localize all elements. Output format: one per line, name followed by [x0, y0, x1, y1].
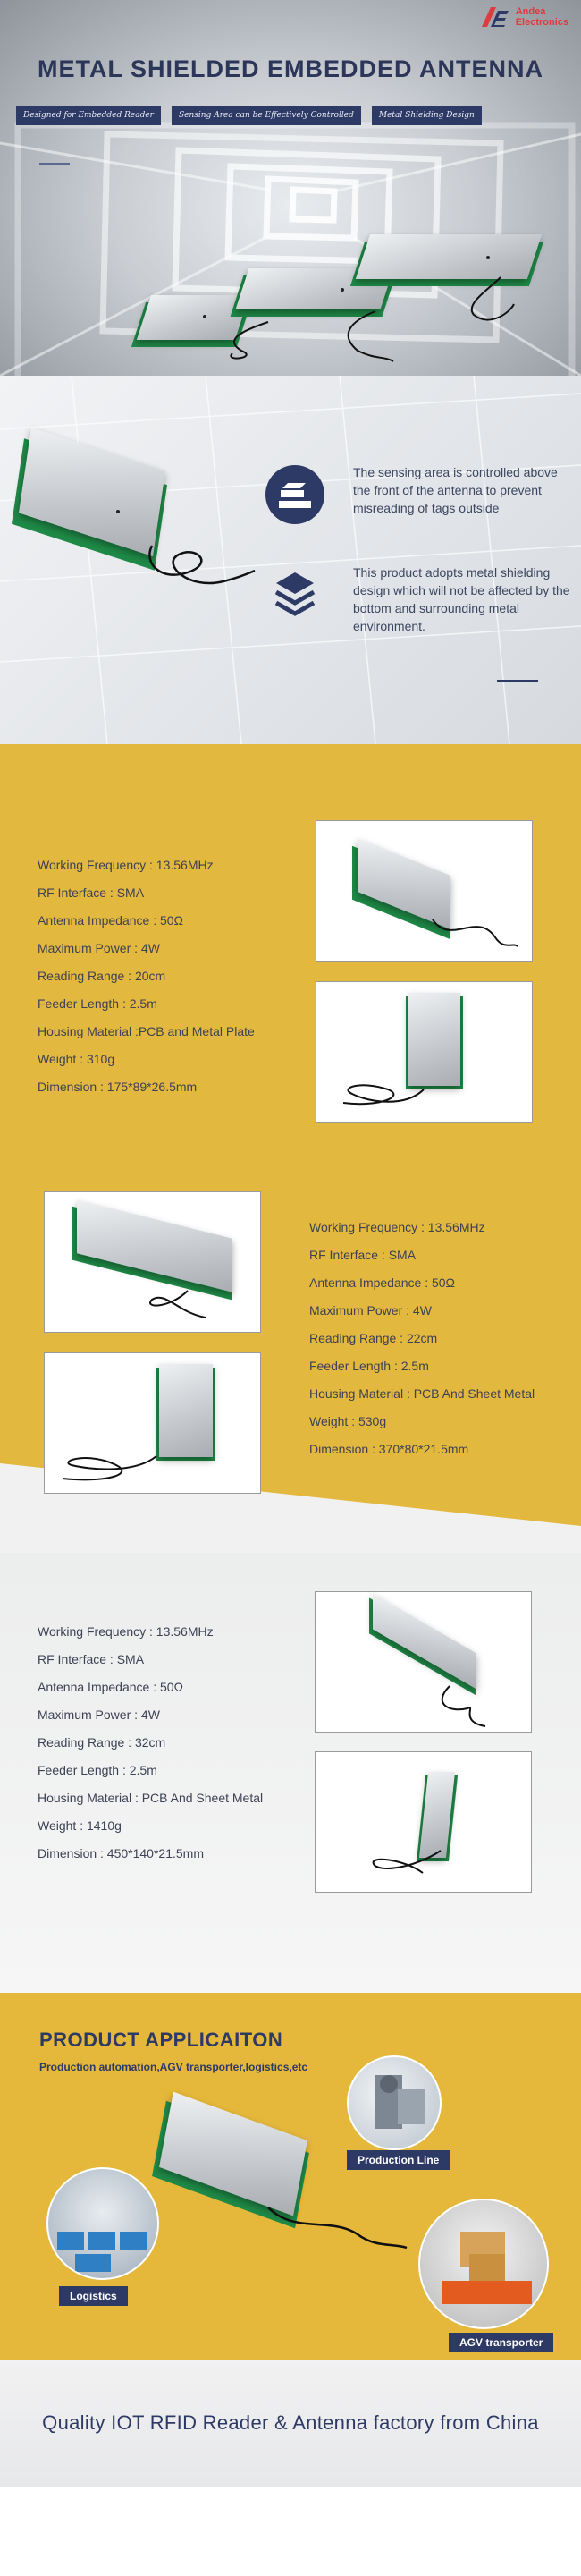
- label-production-line: Production Line: [347, 2150, 450, 2170]
- hero-banner: [0, 0, 581, 376]
- production-line-photo: [347, 2055, 442, 2150]
- product1-photo-angled: [316, 820, 533, 962]
- spec-item: Feeder Length : 2.5m: [38, 1763, 157, 1777]
- spec-item: Feeder Length : 2.5m: [309, 1359, 429, 1373]
- spec-section: [0, 744, 581, 1553]
- spec-item: Antenna Impedance : 50Ω: [38, 1680, 184, 1694]
- tag-sensing-area: Sensing Area can be Effectively Controlled: [172, 106, 361, 125]
- application-cable: [259, 2199, 411, 2261]
- metal-plate-icon: [265, 465, 324, 524]
- spec-item: Maximum Power : 4W: [38, 941, 160, 955]
- application-title: PRODUCT APPLICAITON: [39, 2029, 283, 2051]
- label-agv-transporter: AGV transporter: [449, 2333, 553, 2352]
- spec-item: Maximum Power : 4W: [38, 1707, 160, 1722]
- page-title: METAL SHIELDED EMBEDDED ANTENNA: [37, 55, 544, 82]
- spec-item: Dimension : 450*140*21.5mm: [38, 1846, 204, 1860]
- feature-text-sensing: The sensing area is controlled above the front of the antenna to prevent misreading of tags outside: [353, 465, 558, 515]
- spec-item: Weight : 310g: [38, 1052, 115, 1066]
- application-subtitle: Production automation,AGV transporter,logistics,etc: [39, 2061, 308, 2073]
- product3-photo-front: [315, 1751, 532, 1893]
- brand-name-line2: Electronics: [515, 17, 568, 28]
- product2-spec-list: [309, 1218, 535, 1468]
- spec-section-3: [0, 1553, 581, 1993]
- spec-item: Working Frequency : 13.56MHz: [38, 858, 214, 872]
- spec-item: Housing Material :PCB and Metal Plate: [38, 1024, 255, 1038]
- spec-item: Maximum Power : 4W: [309, 1303, 432, 1318]
- tag-embedded-reader: Designed for Embedded Reader: [16, 106, 161, 125]
- spec-item: Reading Range : 20cm: [38, 969, 166, 983]
- application-section: [0, 1993, 581, 2360]
- spec-item: Working Frequency : 13.56MHz: [309, 1220, 485, 1234]
- brand-name-line1: Andea: [515, 6, 546, 17]
- product3-spec-list: [38, 1623, 263, 1872]
- feature-divider: [497, 680, 538, 682]
- feature-cable: [134, 510, 259, 599]
- spec-item: Reading Range : 22cm: [309, 1331, 438, 1345]
- footer: [0, 2360, 581, 2487]
- spec-item: Antenna Impedance : 50Ω: [38, 913, 184, 928]
- product1-spec-list: [38, 856, 255, 1106]
- spec-item: Antenna Impedance : 50Ω: [309, 1275, 456, 1290]
- spec-item: Dimension : 370*80*21.5mm: [309, 1442, 469, 1456]
- label-logistics: Logistics: [59, 2286, 128, 2306]
- spec-item: Housing Material : PCB And Sheet Metal: [38, 1791, 264, 1805]
- product2-photo-angled: [44, 1191, 261, 1333]
- agv-transporter-photo: [418, 2199, 549, 2329]
- logistics-photo: [46, 2167, 159, 2280]
- spec-item: Reading Range : 32cm: [38, 1735, 166, 1750]
- spec-item: Feeder Length : 2.5m: [38, 996, 157, 1011]
- glass-grid-background: [0, 376, 581, 744]
- spec-item: Dimension : 175*89*26.5mm: [38, 1080, 198, 1094]
- feature-text-shielding: This product adopts metal shielding design which will not be affected by the bottom and surrounding metal environment.: [353, 565, 570, 633]
- product1-photo-front: [316, 981, 533, 1123]
- layers-icon: [265, 564, 324, 623]
- spec-item: Weight : 530g: [309, 1414, 387, 1428]
- product3-photo-angled: [315, 1591, 532, 1733]
- spec-item: Housing Material : PCB And Sheet Metal: [309, 1386, 535, 1401]
- spec-item: Working Frequency : 13.56MHz: [38, 1624, 214, 1639]
- product2-photo-front: [44, 1352, 261, 1494]
- footer-tagline: Quality IOT RFID Reader & Antenna factory from China: [42, 2411, 539, 2434]
- feature-section: [0, 376, 581, 744]
- spec-item: Weight : 1410g: [38, 1818, 122, 1833]
- spec-item: RF Interface : SMA: [309, 1248, 417, 1262]
- hero-cables: [0, 0, 581, 376]
- tag-metal-shielding: Metal Shielding Design: [372, 106, 482, 125]
- spec-item: RF Interface : SMA: [38, 1652, 145, 1666]
- spec-item: RF Interface : SMA: [38, 886, 145, 900]
